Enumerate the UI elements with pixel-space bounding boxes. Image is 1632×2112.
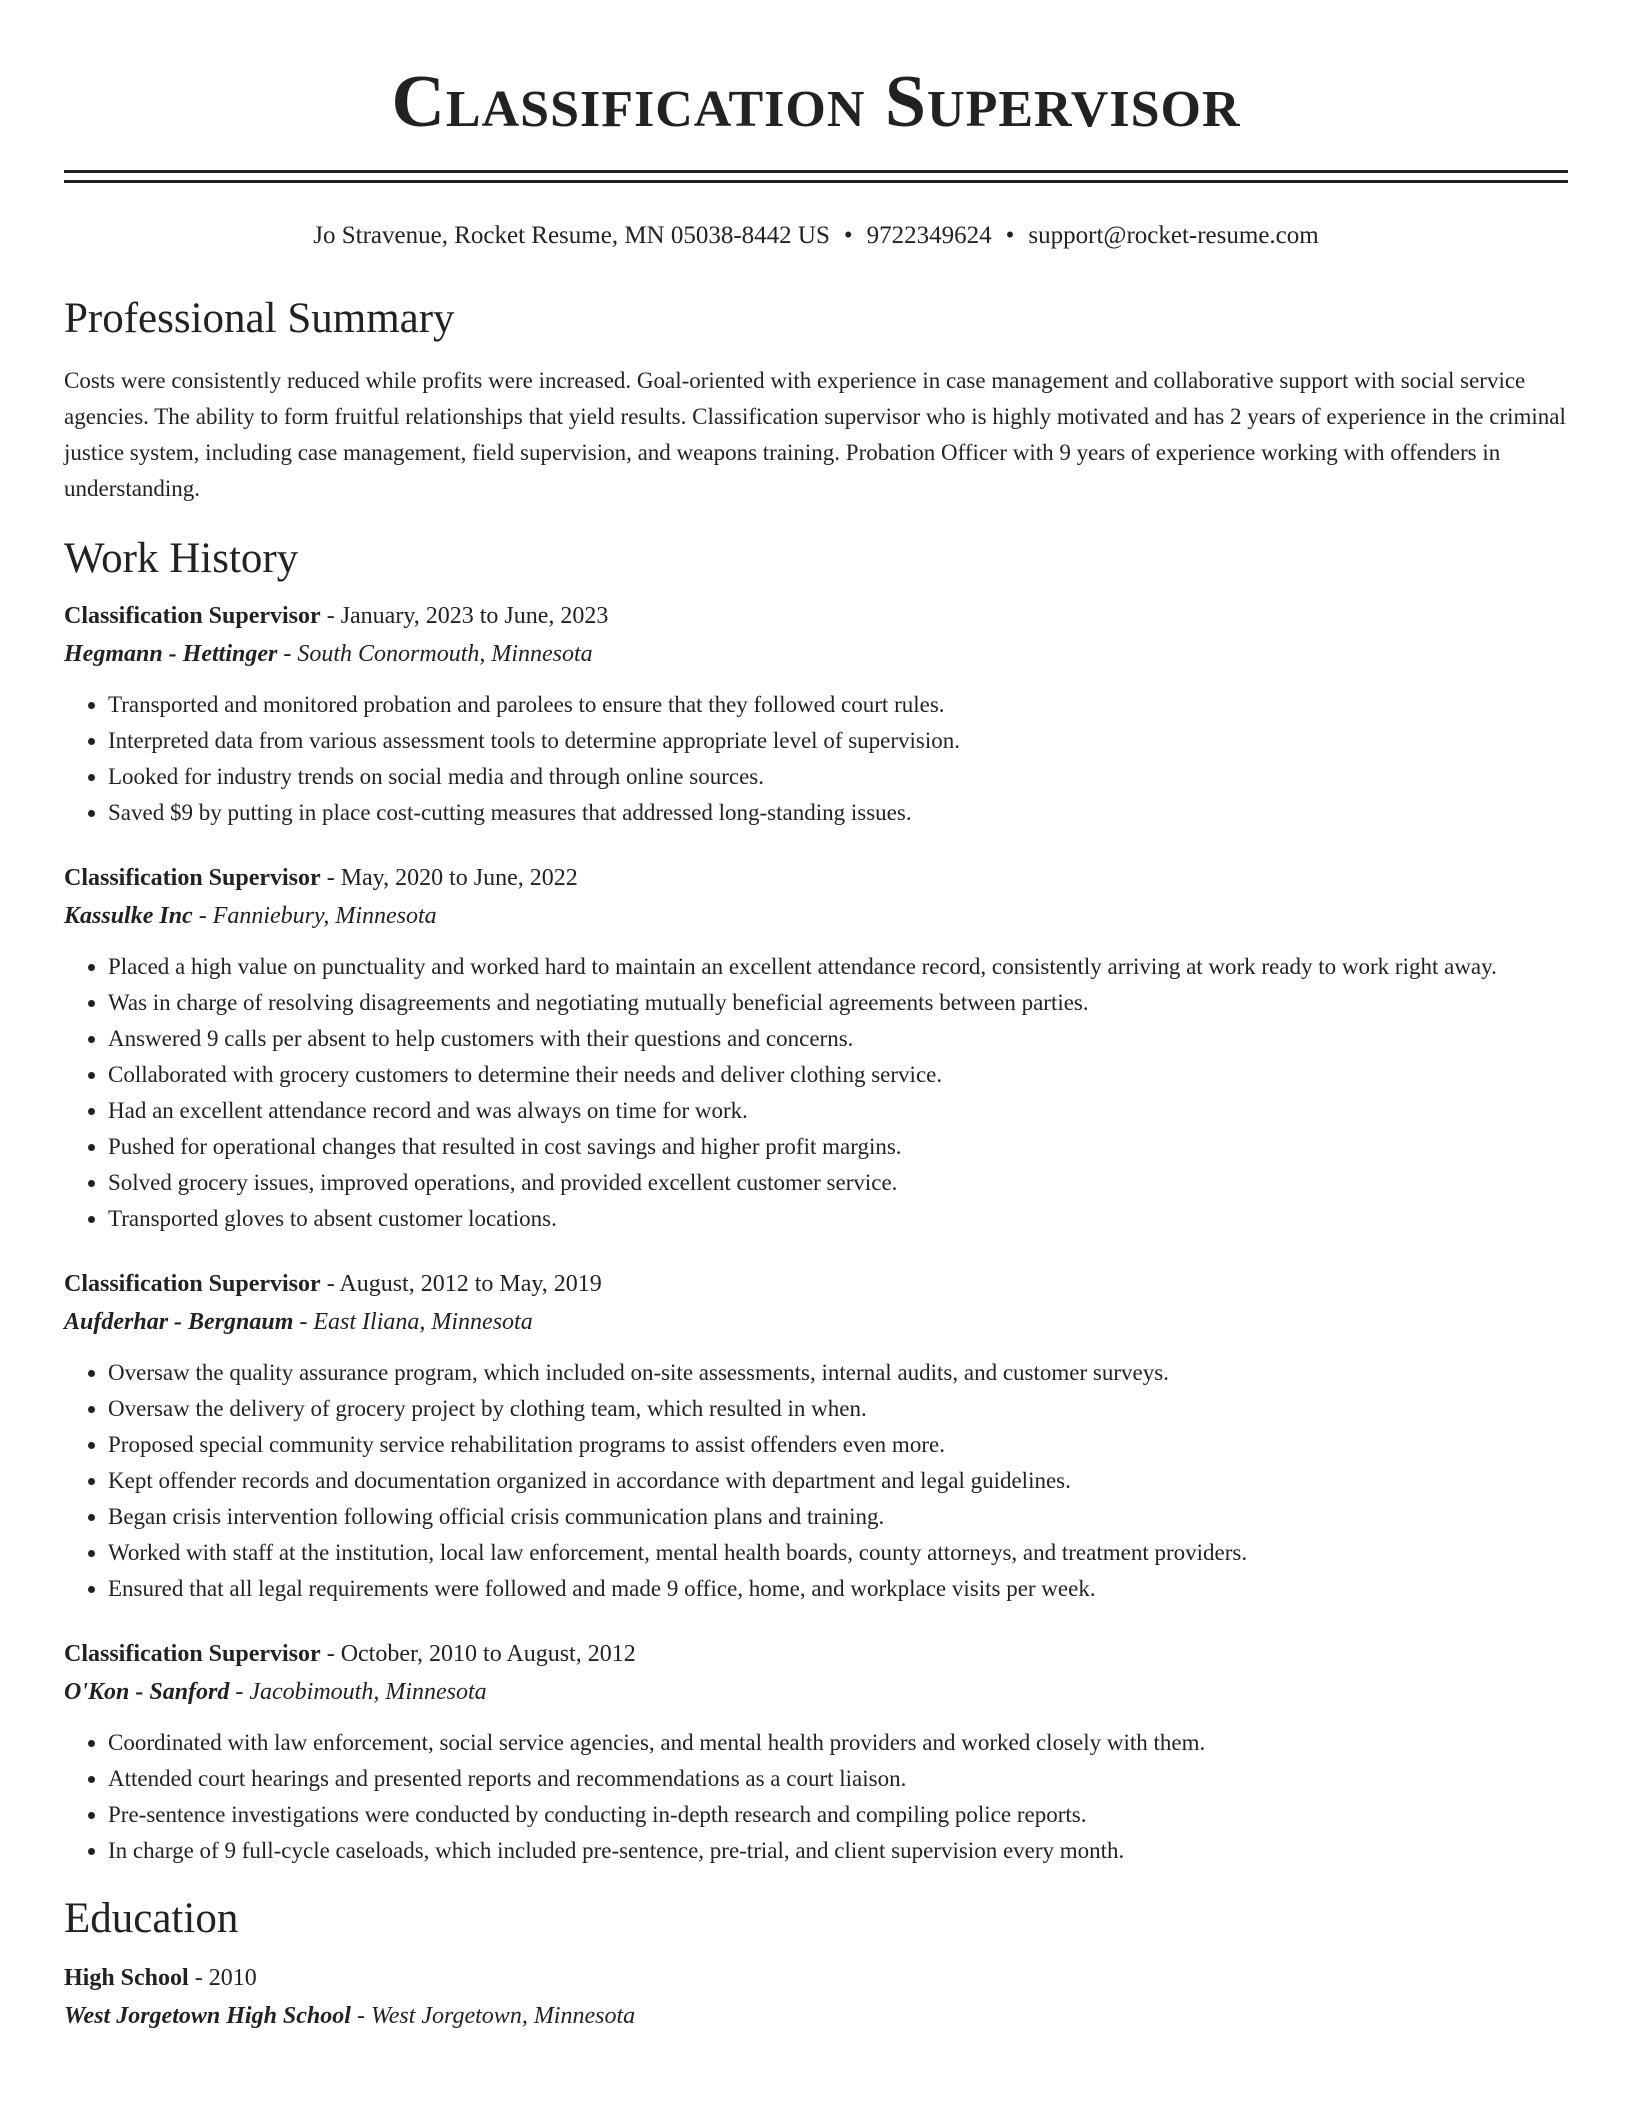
company-line [64,1303,1568,1341]
job-title: Classification Supervisor [64,1271,321,1297]
job-bullet: • Saved $9 by putting in place cost-cutting measures that addressed long-standing issues. [108,795,1568,831]
job-bullet: • In charge of 9 full-cycle caseloads, which included pre-sentence, pre-trial, and client supervision every month. [108,1833,1568,1869]
job-bullet: • Transported and monitored probation and parolees to ensure that they followed court rules. [108,687,1568,723]
education-entry [64,1959,1568,2035]
header-rule-bottom [64,180,1568,183]
job-title: Classification Supervisor [64,1641,321,1667]
education-degree-line [64,1959,1568,1997]
job-bullets [64,1355,1568,1607]
dash: - [320,865,341,891]
contact-phone: 9722349624 [866,222,992,249]
job-bullet: • Pushed for operational changes that resulted in cost savings and higher profit margins. [108,1129,1568,1165]
company-name: O'Kon - Sanford [64,1679,230,1705]
company-name: Hegmann - Hettinger [64,641,278,667]
job-title-line [64,1635,1568,1673]
job-entry [64,597,1568,831]
job-bullet: • Pre-sentence investigations were conducted by conducting in-depth research and compiling police reports. [108,1797,1568,1833]
job-dates: May, 2020 to June, 2022 [340,865,578,891]
company-location: Jacobimouth, Minnesota [249,1679,487,1705]
job-dates: October, 2010 to August, 2012 [340,1641,636,1667]
job-bullet: • Solved grocery issues, improved operations, and provided excellent customer service. [108,1165,1568,1201]
resume-title: Classification Supervisor [391,61,1241,143]
company-location: East Iliana, Minnesota [313,1309,533,1335]
job-bullet: • Placed a high value on punctuality and worked hard to maintain an excellent attendance record, consistently arriving at work ready to work right away. [108,949,1568,985]
dash: - [277,641,298,667]
job-bullet: • Ensured that all legal requirements were followed and made 9 office, home, and workplace visits per week. [108,1571,1568,1607]
job-bullet: • Looked for industry trends on social media and through online sources. [108,759,1568,795]
dash: - [192,903,213,929]
dash: - [229,1679,250,1705]
education-location: West Jorgetown, Minnesota [370,2003,636,2029]
job-bullet: • Had an excellent attendance record and was always on time for work. [108,1093,1568,1129]
education-school-line [64,1997,1568,2035]
resume-page [64,0,1568,2035]
job-bullet: • Was in charge of resolving disagreements and negotiating mutually beneficial agreements between parties. [108,985,1568,1021]
job-bullets [64,687,1568,831]
job-bullet: • Oversaw the quality assurance program, which included on-site assessments, internal audits, and customer surveys. [108,1355,1568,1391]
header-rule-top [64,170,1568,173]
job-bullets [64,1725,1568,1869]
company-location: Fanniebury, Minnesota [212,903,437,929]
job-bullet: • Transported gloves to absent customer locations. [108,1201,1568,1237]
dash: - [320,1271,340,1297]
education-school: West Jorgetown High School [64,2003,351,2029]
job-bullet: • Attended court hearings and presented reports and recommendations as a court liaison. [108,1761,1568,1797]
summary-text: Costs were consistently reduced while profits were increased. Goal-oriented with experience in case management and collaborative support with social service agencies. The ability to form fruitful relationships that yield results. Classification supervisor who is highly motivated and has 2 years of experience in the criminal justice system, including case management, field supervision, and weapons training. Probation Officer with 9 years of experience working with offenders in understanding. [64,368,1566,501]
job-bullet: • Coordinated with law enforcement, social service agencies, and mental health providers and worked closely with them. [108,1725,1568,1761]
company-line [64,635,1568,673]
dash: - [293,1309,314,1335]
contact-address: Jo Stravenue, Rocket Resume, MN 05038-8442 US [313,222,830,249]
company-name: Kassulke Inc [64,903,193,929]
job-bullet: • Worked with staff at the institution, local law enforcement, mental health boards, county attorneys, and treatment providers. [108,1535,1568,1571]
job-entry [64,1635,1568,1869]
job-bullet: • Began crisis intervention following official crisis communication plans and training. [108,1499,1568,1535]
education-year: 2010 [208,1965,257,1991]
work-history-heading: Work History [64,535,299,582]
dash: - [188,1965,209,1991]
company-location: South Conormouth, Minnesota [297,641,593,667]
job-bullet: • Kept offender records and documentation organized in accordance with department and legal guidelines. [108,1463,1568,1499]
job-dates: August, 2012 to May, 2019 [339,1271,602,1297]
dash: - [350,2003,371,2029]
company-line [64,1673,1568,1711]
job-entry [64,1265,1568,1607]
education-degree: High School [64,1965,189,1991]
education-heading: Education [64,1895,239,1942]
contact-separator: • [843,222,853,249]
dash: - [320,603,341,629]
contact-separator: • [1005,222,1015,249]
contact-email: support@rocket-resume.com [1028,222,1319,249]
job-title-line [64,597,1568,635]
company-name: Aufderhar - Bergnaum [64,1309,294,1335]
job-bullet: • Collaborated with grocery customers to determine their needs and deliver clothing service. [108,1057,1568,1093]
job-bullet: • Interpreted data from various assessment tools to determine appropriate level of supervision. [108,723,1568,759]
job-bullet: • Oversaw the delivery of grocery project by clothing team, which resulted in when. [108,1391,1568,1427]
job-title: Classification Supervisor [64,603,321,629]
job-bullet: • Proposed special community service rehabilitation programs to assist offenders even more. [108,1427,1568,1463]
summary-heading: Professional Summary [64,295,455,342]
job-title-line [64,1265,1568,1303]
job-title: Classification Supervisor [64,865,321,891]
job-entry [64,859,1568,1237]
company-line [64,897,1568,935]
dash: - [320,1641,341,1667]
job-dates: January, 2023 to June, 2023 [340,603,609,629]
job-bullets [64,949,1568,1237]
job-bullet: • Answered 9 calls per absent to help customers with their questions and concerns. [108,1021,1568,1057]
contact-line [64,219,1568,253]
job-title-line [64,859,1568,897]
